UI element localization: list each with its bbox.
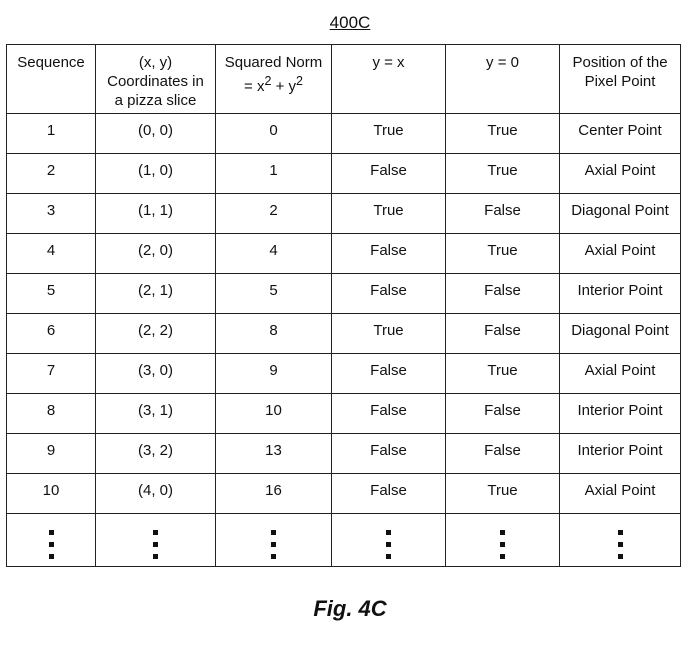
- cell-squared-norm: 10: [216, 394, 332, 434]
- formula-x-exponent: 2: [264, 74, 272, 88]
- vertical-ellipsis-icon: [271, 530, 276, 559]
- cell-coordinates: (0, 0): [96, 114, 216, 154]
- table-row: [7, 234, 681, 274]
- cell-position: Axial Point: [560, 474, 681, 514]
- cell-coordinates: (1, 1): [96, 194, 216, 234]
- cell-sequence: 6: [7, 314, 96, 354]
- cell-y-equals-x: True: [332, 114, 446, 154]
- cell-sequence: 5: [7, 274, 96, 314]
- cell-coordinates: (2, 1): [96, 274, 216, 314]
- cell-y-equals-0: True: [446, 154, 560, 194]
- table-row: [7, 274, 681, 314]
- header-sequence-line: Sequence: [17, 54, 85, 71]
- ellipsis-cell: [216, 514, 332, 567]
- cell-position: Diagonal Point: [560, 194, 681, 234]
- cell-y-equals-x: True: [332, 194, 446, 234]
- table-row: [7, 154, 681, 194]
- cell-coordinates: (3, 1): [96, 394, 216, 434]
- table-row: [7, 194, 681, 234]
- cell-sequence: 1: [7, 114, 96, 154]
- cell-y-equals-x: False: [332, 154, 446, 194]
- cell-y-equals-0: False: [446, 434, 560, 474]
- header-squared-norm: [216, 45, 332, 114]
- ellipsis-cell: [560, 514, 681, 567]
- cell-sequence: 4: [7, 234, 96, 274]
- cell-y-equals-x: False: [332, 234, 446, 274]
- cell-coordinates: (2, 2): [96, 314, 216, 354]
- cell-sequence: 9: [7, 434, 96, 474]
- header-row: [7, 45, 681, 114]
- table-row: [7, 474, 681, 514]
- cell-y-equals-x: True: [332, 314, 446, 354]
- header-position-line-2: Pixel Point: [584, 73, 656, 90]
- cell-y-equals-0: False: [446, 274, 560, 314]
- cell-squared-norm: 0: [216, 114, 332, 154]
- cell-y-equals-x: False: [332, 434, 446, 474]
- cell-coordinates: (3, 0): [96, 354, 216, 394]
- cell-position: Interior Point: [560, 434, 681, 474]
- reference-label: 400C: [329, 13, 371, 32]
- header-coordinates: [96, 45, 216, 114]
- header-sequence: [7, 45, 96, 114]
- pixel-point-table: [6, 44, 681, 567]
- cell-squared-norm: 16: [216, 474, 332, 514]
- cell-squared-norm: 4: [216, 234, 332, 274]
- ellipsis-cell: [7, 514, 96, 567]
- vertical-ellipsis-icon: [386, 530, 391, 559]
- cell-coordinates: (4, 0): [96, 474, 216, 514]
- cell-position: Interior Point: [560, 274, 681, 314]
- cell-sequence: 7: [7, 354, 96, 394]
- table-row: [7, 394, 681, 434]
- table-row: [7, 314, 681, 354]
- cell-position: Axial Point: [560, 154, 681, 194]
- ellipsis-cell: [446, 514, 560, 567]
- cell-sequence: 10: [7, 474, 96, 514]
- cell-y-equals-x: False: [332, 394, 446, 434]
- cell-y-equals-0: True: [446, 114, 560, 154]
- cell-y-equals-x: False: [332, 474, 446, 514]
- header-position-line-1: Position of the: [572, 54, 668, 71]
- table-row: [7, 354, 681, 394]
- header-coordinates-line-2: Coordinates in: [107, 73, 204, 90]
- cell-position: Interior Point: [560, 394, 681, 434]
- formula-y-part: + y: [271, 78, 297, 95]
- cell-y-equals-0: False: [446, 394, 560, 434]
- formula-x-part: = x: [244, 78, 265, 95]
- vertical-ellipsis-icon: [618, 530, 623, 559]
- cell-position: Axial Point: [560, 234, 681, 274]
- header-coordinates-line-3: a pizza slice: [114, 92, 197, 109]
- cell-y-equals-x: False: [332, 354, 446, 394]
- cell-squared-norm: 1: [216, 154, 332, 194]
- cell-squared-norm: 8: [216, 314, 332, 354]
- ellipsis-cell: [96, 514, 216, 567]
- cell-position: Center Point: [560, 114, 681, 154]
- cell-coordinates: (2, 0): [96, 234, 216, 274]
- ellipsis-cell: [332, 514, 446, 567]
- cell-y-equals-0: True: [446, 234, 560, 274]
- header-squared-norm-line-1: Squared Norm: [224, 54, 323, 71]
- formula-y-exponent: 2: [296, 74, 303, 88]
- cell-y-equals-0: False: [446, 314, 560, 354]
- header-y-equals-x: [332, 45, 446, 114]
- cell-sequence: 8: [7, 394, 96, 434]
- cell-y-equals-0: False: [446, 194, 560, 234]
- ellipsis-row: [7, 514, 681, 567]
- header-y-equals-0: [446, 45, 560, 114]
- cell-sequence: 3: [7, 194, 96, 234]
- cell-squared-norm: 5: [216, 274, 332, 314]
- cell-coordinates: (1, 0): [96, 154, 216, 194]
- header-y-equals-x-line: y = x: [372, 54, 405, 71]
- cell-y-equals-0: True: [446, 354, 560, 394]
- header-position: [560, 45, 681, 114]
- cell-squared-norm: 9: [216, 354, 332, 394]
- cell-position: Axial Point: [560, 354, 681, 394]
- vertical-ellipsis-icon: [500, 530, 505, 559]
- cell-sequence: 2: [7, 154, 96, 194]
- vertical-ellipsis-icon: [153, 530, 158, 559]
- table-row: [7, 114, 681, 154]
- cell-coordinates: (3, 2): [96, 434, 216, 474]
- header-coordinates-line-1: (x, y): [138, 54, 173, 71]
- vertical-ellipsis-icon: [49, 530, 54, 559]
- header-squared-norm-formula: [216, 72, 331, 96]
- header-y-equals-0-line: y = 0: [486, 54, 519, 71]
- cell-squared-norm: 2: [216, 194, 332, 234]
- cell-y-equals-0: True: [446, 474, 560, 514]
- cell-position: Diagonal Point: [560, 314, 681, 354]
- cell-y-equals-x: False: [332, 274, 446, 314]
- figure-caption: Fig. 4C: [313, 596, 387, 621]
- table-row: [7, 434, 681, 474]
- cell-squared-norm: 13: [216, 434, 332, 474]
